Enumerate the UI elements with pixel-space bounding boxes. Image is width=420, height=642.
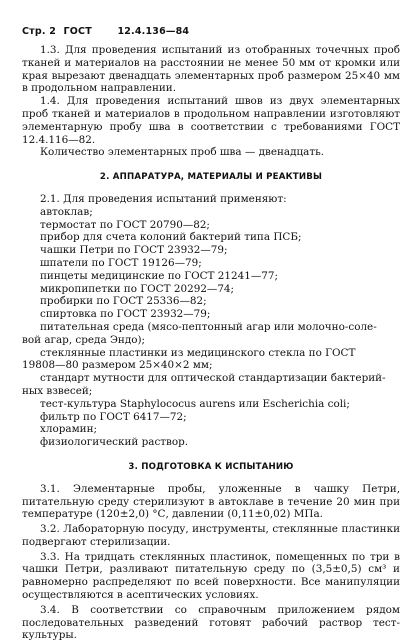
section-2-heading: 2. АППАРАТУРА, МАТЕРИАЛЫ И РЕАКТИВЫ — [99, 172, 323, 183]
list-item: прибор для счета колоний бактерий типа ПСБ; — [40, 231, 302, 244]
page-number: Стр. 2 — [22, 26, 57, 37]
paragraph-2-1: 2.1. Для проведения испытаний применяют: — [40, 192, 287, 205]
list-item: микропипетки по ГОСТ 20292—74; — [40, 282, 235, 295]
section-3-heading: 3. ПОДГОТОВКА К ИСПЫТАНИЮ — [128, 461, 294, 472]
list-item: физиологический раствор. — [40, 436, 189, 449]
list-item-plates-line-2: 19808—80 размером 25×40×2 мм; — [22, 359, 213, 372]
paragraph-3-4: 3.4. В соответствии со справочным приложением рядом последовательных разведений готовят рабочий раствор тест-культуры. — [22, 603, 400, 642]
list-item: шпатели по ГОСТ 19126—79; — [40, 256, 202, 269]
list-item: тест-культура Staphylococus aurens или Escherichia coli; — [40, 397, 350, 410]
list-item: спиртовка по ГОСТ 23932—79; — [40, 308, 211, 321]
paragraph-1-3: 1.3. Для проведения испытаний из отобранных точечных проб тканей и материалов на расстоянии не менее 50 мм от кромки или края вырезают двенадцать элементарных проб размером 25×40 мм в продольном направлении. — [22, 44, 400, 95]
standard-number: 12.4.136—84 — [117, 26, 190, 37]
document-body — [22, 44, 400, 642]
paragraph-3-1: 3.1. Элементарные пробы, уложенные в чашку Петри, питательную среду стерилизуют в автоклаве в течение 20 мин при температуре (120±2,0) °С, давлении (0,11±0,02) МПа. — [22, 482, 400, 521]
list-item: чашки Петри по ГОСТ 23932—79; — [40, 244, 228, 257]
list-item: автоклав; — [40, 205, 93, 218]
list-item-plates-line-1: стеклянные пластинки из медицинского стекла по ГОСТ — [40, 346, 356, 359]
list-item: пинцеты медицинские по ГОСТ 21241—77; — [40, 269, 278, 282]
list-item: хлорамин; — [40, 423, 97, 436]
gost-label: ГОСТ — [63, 26, 92, 37]
paragraph-3-2: 3.2. Лабораторную посуду, инструменты, стеклянные пластинки подвергают стерилизации. — [22, 523, 400, 548]
list-item-standard-line-2: ных взвесей; — [22, 384, 93, 397]
list-item-standard-line-1: стандарт мутности для оптической стандартизации бактерий- — [40, 372, 386, 385]
paragraph-3-3: 3.3. На тридцать стеклянных пластинок, помещенных по три в чашки Петри, разливают питательную среду по (3,5±0,5) см³ и равномерно распределяют по всей поверхности. Все манипуляции осуществляются в асептических условиях. — [22, 550, 400, 602]
paragraph-seam-count: Количество элементарных проб шва — двенадцать. — [40, 146, 325, 159]
list-item: термостат по ГОСТ 20790—82; — [40, 218, 210, 231]
list-item: фильтр по ГОСТ 6417—72; — [40, 410, 187, 423]
list-item-medium-line-1: питательная среда (мясо-пептонный агар или молочно-соле- — [40, 320, 377, 333]
page-header — [22, 26, 402, 42]
paragraph-1-4: 1.4. Для проведения испытаний швов из двух элементарных проб тканей и материалов в продольном направлении изготовляют элементарную пробу шва в соответствии с требованиями ГОСТ 12.4.116—82. — [22, 95, 400, 146]
list-item: пробирки по ГОСТ 25336—82; — [40, 295, 207, 308]
list-item-medium-line-2: вой агар, среда Эндо); — [22, 333, 146, 346]
